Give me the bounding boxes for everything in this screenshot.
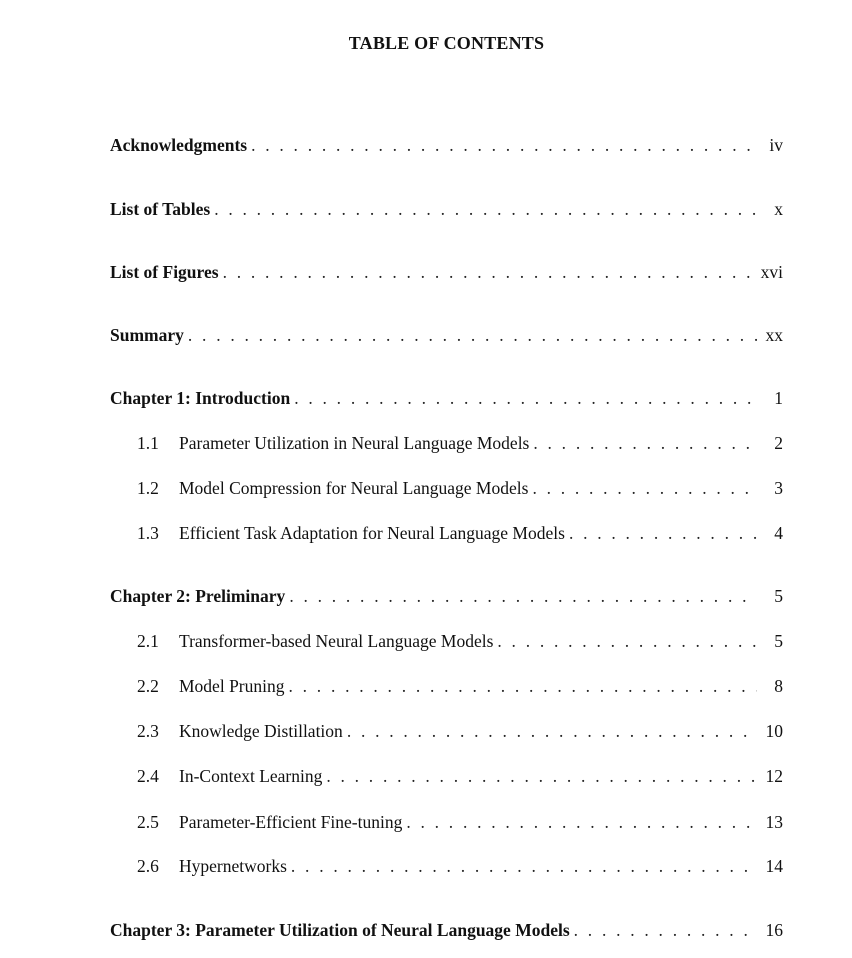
toc-entry-list-of-figures[interactable] (110, 262, 783, 286)
toc-entry-page: 16 (765, 920, 783, 940)
toc-entry-label: Model Compression for Neural Language Models (179, 478, 529, 498)
toc-entry-page: iv (769, 135, 783, 155)
toc-entry-label: List of Tables (110, 199, 211, 219)
dot-leader (326, 766, 757, 787)
toc-entry-label: Parameter-Efficient Fine-tuning (179, 812, 403, 832)
dot-leader (251, 135, 757, 156)
section-number: 2.1 (137, 631, 159, 651)
toc-entry-label: Hypernetworks (179, 856, 287, 876)
toc-entry-section-1-1[interactable] (137, 433, 783, 457)
page-title: TABLE OF CONTENTS (348, 33, 545, 53)
toc-entry-section-2-6[interactable] (137, 856, 783, 880)
toc-entry-label: List of Figures (110, 262, 219, 282)
dot-leader (294, 388, 757, 409)
toc-entry-label: Chapter 2: Preliminary (110, 586, 286, 606)
dot-leader (223, 262, 755, 283)
dot-leader (291, 856, 757, 877)
toc-entry-label: Chapter 1: Introduction (110, 388, 291, 408)
dot-leader (289, 676, 758, 697)
toc-entry-label: Efficient Task Adaptation for Neural Language Models (179, 523, 565, 543)
toc-entry-page: 13 (765, 812, 783, 832)
toc-entry-page: x (774, 199, 783, 219)
toc-entry-page: 8 (774, 676, 783, 696)
toc-entry-page: 4 (774, 523, 783, 543)
section-number: 1.1 (137, 433, 159, 453)
toc-entry-section-2-1[interactable] (137, 631, 783, 655)
dot-leader (188, 325, 757, 346)
dot-leader (569, 523, 757, 544)
toc-entry-chapter-2[interactable] (110, 586, 783, 610)
toc-entry-section-2-3[interactable] (137, 721, 783, 745)
toc-entry-page: xvi (760, 262, 783, 282)
dot-leader (289, 586, 757, 607)
toc-entry-page: 3 (774, 478, 783, 498)
section-number: 2.4 (137, 766, 159, 786)
toc-entry-section-2-5[interactable] (137, 812, 783, 836)
dot-leader (497, 631, 757, 652)
toc-entry-label: In-Context Learning (179, 766, 323, 786)
toc-entry-section-1-3[interactable] (137, 523, 783, 547)
dot-leader (574, 920, 757, 941)
toc-entry-page: 1 (774, 388, 783, 408)
section-number: 2.6 (137, 856, 159, 876)
dot-leader (406, 812, 757, 833)
toc-entry-summary[interactable] (110, 325, 783, 349)
toc-entry-label: Model Pruning (179, 676, 285, 696)
dot-leader (347, 721, 757, 742)
toc-entry-label: Knowledge Distillation (179, 721, 343, 741)
toc-entry-chapter-3[interactable] (110, 920, 783, 944)
toc-entry-acknowledgments[interactable] (110, 135, 783, 159)
dot-leader (214, 199, 757, 220)
toc-entry-section-2-4[interactable] (137, 766, 783, 790)
toc-entry-label: Chapter 3: Parameter Utilization of Neural Language Models (110, 920, 570, 940)
toc-entry-page: xx (765, 325, 783, 345)
toc-entry-page: 2 (774, 433, 783, 453)
toc-entry-page: 5 (774, 631, 783, 651)
toc-entry-section-2-2[interactable] (137, 676, 783, 700)
section-number: 2.2 (137, 676, 159, 696)
toc-entry-list-of-tables[interactable] (110, 199, 783, 223)
section-number: 2.5 (137, 812, 159, 832)
toc-entry-page: 12 (765, 766, 783, 786)
section-number: 1.2 (137, 478, 159, 498)
toc-entry-page: 5 (774, 586, 783, 606)
section-number: 1.3 (137, 523, 159, 543)
toc-entry-label: Transformer-based Neural Language Models (179, 631, 494, 651)
toc-entry-label: Acknowledgments (110, 135, 248, 155)
toc-entry-chapter-1[interactable] (110, 388, 783, 412)
section-number: 2.3 (137, 721, 159, 741)
dot-leader (533, 433, 757, 454)
toc-entry-label: Summary (110, 325, 184, 345)
toc-entry-page: 14 (765, 856, 783, 876)
toc-entry-label: Parameter Utilization in Neural Language Models (179, 433, 530, 453)
toc-entry-section-1-2[interactable] (137, 478, 783, 502)
dot-leader (532, 478, 757, 499)
toc-entry-page: 10 (765, 721, 783, 741)
